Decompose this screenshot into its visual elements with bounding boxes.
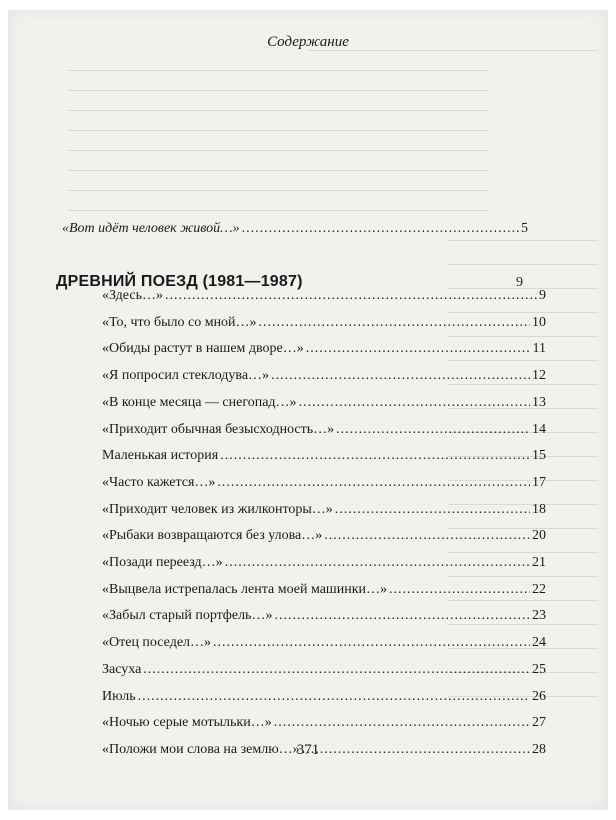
toc-entry-page: 25: [532, 661, 546, 677]
toc-leader-dots: [299, 395, 530, 411]
section-title: ДРЕВНИЙ ПОЕЗД (1981—1987): [56, 273, 303, 290]
toc-entry[interactable]: [102, 555, 546, 571]
show-through-lines: [68, 70, 488, 230]
toc-entry[interactable]: [102, 341, 546, 357]
toc-entry-page: 24: [532, 635, 546, 651]
toc-entry-label: Июль: [102, 688, 136, 704]
toc-entry-page: 13: [532, 394, 546, 410]
toc-entry[interactable]: [102, 395, 546, 411]
toc-leader-dots: [271, 368, 530, 384]
toc-entry-page: 23: [532, 608, 546, 624]
toc-leader-dots: [213, 635, 530, 651]
toc-entry[interactable]: [102, 502, 546, 518]
toc-leader-dots: [306, 341, 531, 357]
toc-entry[interactable]: [102, 635, 546, 651]
toc-entry-label: «Приходит обычная безысходность…»: [102, 421, 335, 437]
toc-entry[interactable]: [102, 448, 546, 464]
toc-entry[interactable]: [102, 715, 546, 731]
toc-entry[interactable]: [62, 221, 528, 237]
page-number: 371: [296, 742, 320, 758]
toc-entry-label: «Положи мои слова на землю…»: [102, 741, 300, 757]
toc-entry-label: «Ночью серые мотыльки…»: [102, 715, 272, 731]
toc-leader-dots: [324, 528, 530, 544]
page-title: Содержание: [267, 34, 349, 50]
toc-entry[interactable]: [102, 475, 546, 491]
toc-entry-label: «Часто кажется…»: [102, 474, 216, 490]
toc-leader-dots: [225, 555, 530, 571]
toc-entry-page: 22: [532, 581, 546, 597]
toc-entry-page: 18: [532, 501, 546, 517]
toc-leader-dots: [143, 662, 530, 678]
toc-entry[interactable]: [102, 582, 546, 598]
toc-leader-dots: [389, 582, 530, 598]
toc-entry[interactable]: [102, 368, 546, 384]
toc-leader-dots: [138, 689, 530, 705]
toc-leader-dots: [274, 715, 530, 731]
toc-entry-label: Засуха: [102, 661, 142, 677]
toc-entry-page: 27: [532, 715, 546, 731]
toc-entry[interactable]: [102, 689, 546, 705]
toc-entry[interactable]: [102, 662, 546, 678]
toc-entry-page: 14: [532, 421, 546, 437]
toc-leader-dots: [335, 502, 530, 518]
toc-entry-page: 21: [532, 555, 546, 570]
toc-entry-label: «Здесь…»: [102, 288, 163, 303]
toc-entry-page: 20: [532, 528, 546, 544]
toc-entry-label: «В конце месяца — снегопад…»: [102, 394, 297, 410]
toc-entry-label: «Приходит человек из жилконторы…»: [102, 501, 333, 517]
toc-entry[interactable]: [102, 288, 546, 304]
toc-entry-label: «Позади переезд…»: [102, 555, 223, 570]
toc-entry-page: 28: [532, 741, 546, 757]
toc-entry[interactable]: [102, 608, 546, 624]
toc-entry-label: «То, что было со мной…»: [102, 314, 257, 330]
toc-entry-page: 12: [532, 368, 546, 384]
toc-entry-label: «Вот идёт человек живой…»: [62, 221, 240, 236]
toc-entry-page: 9: [539, 288, 546, 303]
toc-leader-dots: [336, 422, 530, 438]
toc-entry-page: 26: [532, 688, 546, 704]
toc-entry-label: «Я попросил стеклодува…»: [102, 368, 270, 384]
toc-entry-page: 5: [521, 221, 528, 236]
book-page: [8, 10, 608, 810]
toc-entry-label: «Рыбаки возвращаются без улова…»: [102, 528, 323, 544]
toc-entry-label: «Выцвела истрепалась лента моей машинки…»: [102, 581, 387, 597]
toc-leader-dots: [165, 288, 537, 304]
toc-entry-page: 10: [532, 314, 546, 330]
toc-entry[interactable]: [102, 528, 546, 544]
toc-leader-dots: [274, 608, 530, 624]
toc-entry-label: «Забыл старый портфель…»: [102, 608, 273, 624]
toc-entry[interactable]: [102, 422, 546, 438]
toc-entry[interactable]: [102, 315, 546, 331]
toc-leader-dots: [242, 221, 519, 237]
toc-entry-page: 15: [532, 448, 546, 464]
toc-entry-label: «Обиды растут в нашем дворе…»: [102, 341, 304, 357]
toc-entry-label: Маленькая история: [102, 448, 219, 464]
toc-entry-page: 17: [532, 474, 546, 490]
toc-leader-dots: [220, 448, 530, 464]
toc-entry-label: «Отец поседел…»: [102, 635, 212, 651]
toc-entry-page: 11: [532, 341, 546, 357]
section-page: 9: [516, 275, 523, 290]
toc-leader-dots: [217, 475, 530, 491]
toc-leader-dots: [259, 315, 530, 331]
